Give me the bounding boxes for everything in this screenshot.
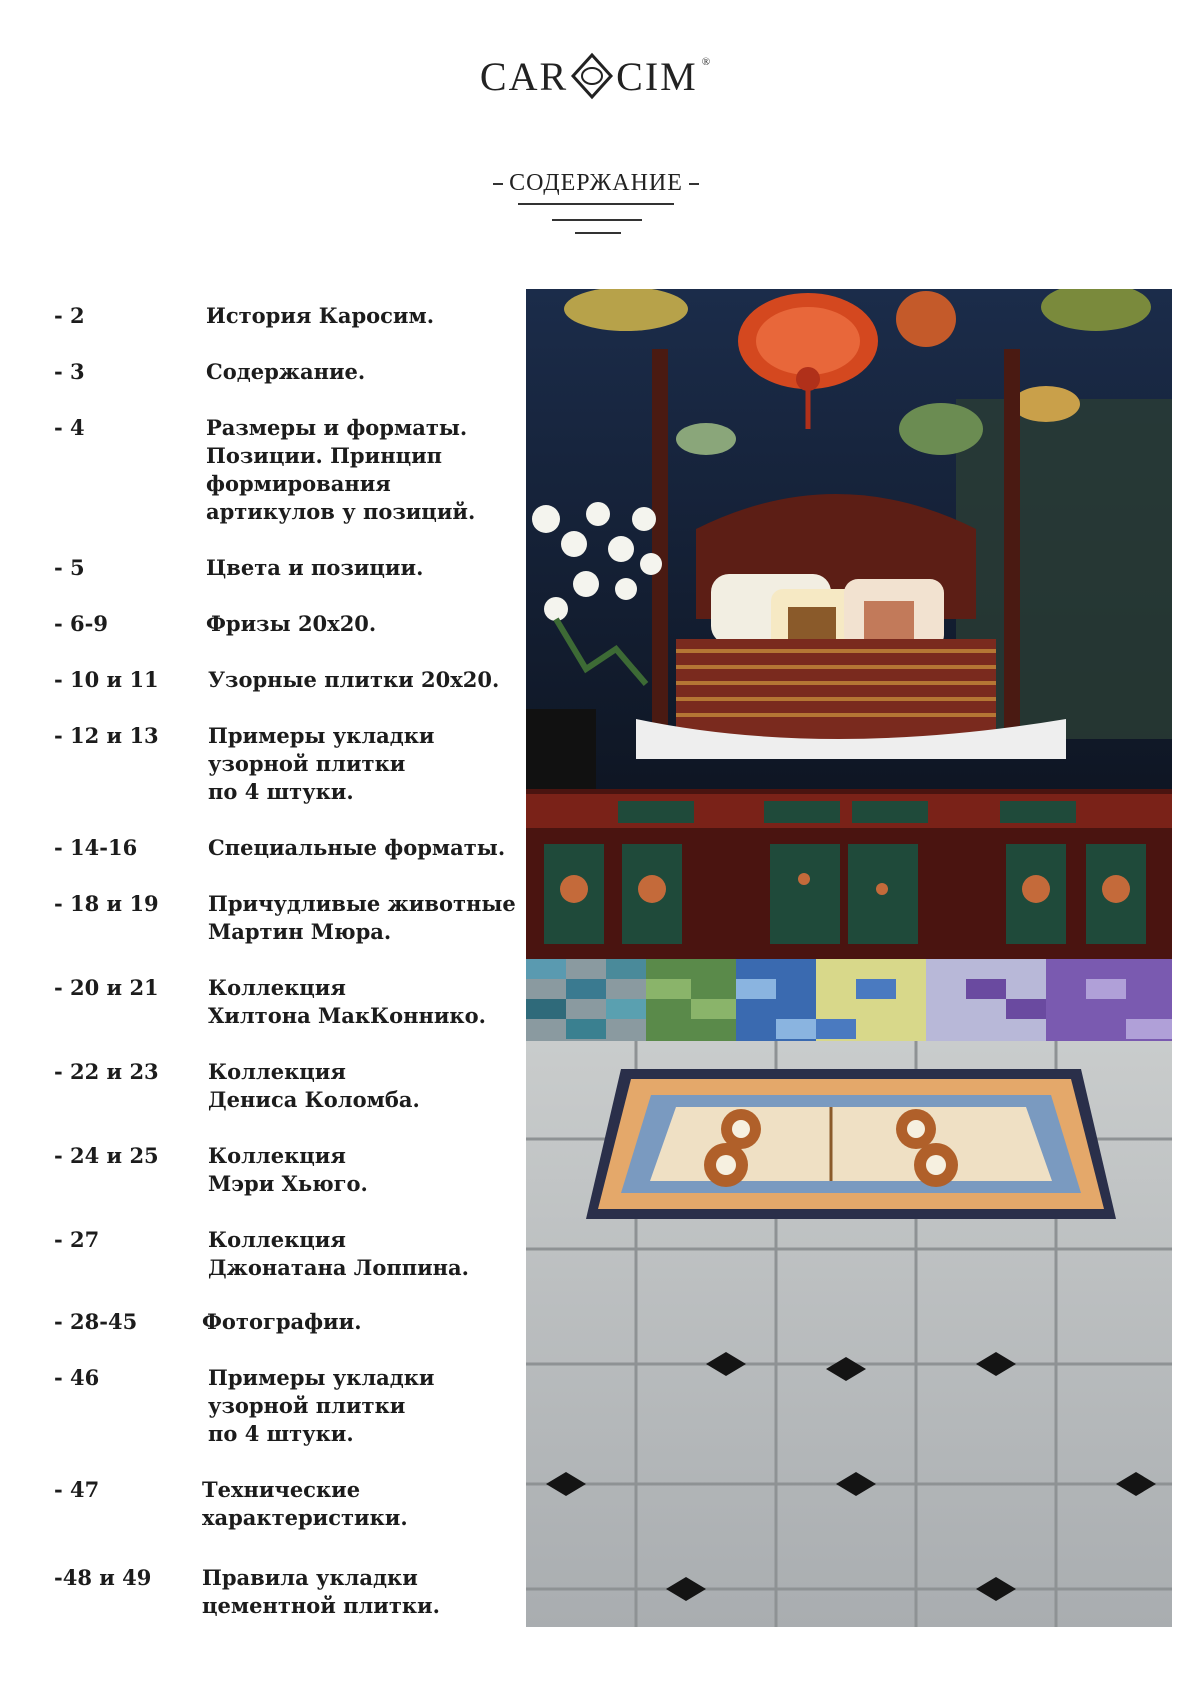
toc-page-number: - 10 и 11: [54, 667, 159, 692]
logo-diamond-icon: [570, 52, 614, 100]
toc-title: Коллекция Дениса Коломба.: [208, 1059, 420, 1112]
toc-page-number: - 22 и 23: [54, 1059, 159, 1084]
toc-title: Узорные плитки 20x20.: [208, 667, 500, 692]
toc-page-number: -48 и 49: [54, 1565, 152, 1590]
toc-page-number: - 47: [54, 1477, 100, 1502]
toc-title: Размеры и форматы. Позиции. Принцип формирования артикулов у позиций.: [206, 415, 476, 524]
toc-title: Коллекция Мэри Хьюго.: [208, 1143, 368, 1196]
title-underline-mid: [552, 219, 642, 221]
toc-page-number: - 12 и 13: [54, 723, 159, 748]
toc-title: Коллекция Хилтона МакКоннико.: [208, 975, 486, 1028]
toc-page-number: - 46: [54, 1365, 100, 1390]
interior-photo-illustration: [526, 289, 1172, 1627]
toc-page-number: - 27: [54, 1227, 100, 1252]
toc-title: Правила укладки цементной плитки.: [202, 1565, 440, 1618]
toc-page-number: - 24 и 25: [54, 1143, 159, 1168]
toc-title: Технические характеристики.: [202, 1477, 408, 1530]
interior-photo: [526, 289, 1172, 1627]
toc-page-number: - 2: [54, 303, 85, 328]
toc-page-number: - 14-16: [54, 835, 138, 860]
toc-page-number: - 3: [54, 359, 85, 384]
toc-title: Фризы 20x20.: [206, 611, 377, 636]
toc-page-number: - 20 и 21: [54, 975, 159, 1000]
title-underline-long: [518, 203, 674, 205]
page-title-text: СОДЕРЖАНИЕ: [509, 170, 683, 196]
toc-title: Примеры укладки узорной плитки по 4 штуки.: [208, 723, 435, 804]
brand-left: CAR: [479, 53, 569, 99]
toc-title: История Каросим.: [206, 303, 435, 328]
toc-title: Цвета и позиции.: [206, 555, 424, 580]
title-underline-short: [575, 232, 621, 234]
toc-page-number: - 4: [54, 415, 85, 440]
toc-page-number: - 28-45: [54, 1309, 138, 1334]
toc-title: Причудливые животные Мартин Мюра.: [208, 891, 516, 944]
toc-page-number: - 18 и 19: [54, 891, 159, 916]
toc-page-number: - 6-9: [54, 611, 108, 636]
brand-right: CIM: [616, 53, 698, 99]
toc-title: Фотографии.: [202, 1309, 362, 1334]
toc-title: Примеры укладки узорной плитки по 4 штуки.: [208, 1365, 435, 1446]
patterned-tile-rug: [586, 1069, 1116, 1219]
toc-title: Коллекция Джонатана Лоппина.: [208, 1227, 469, 1280]
table-of-contents: [0, 0, 520, 1684]
toc-title: Содержание.: [206, 359, 366, 384]
toc-page-number: - 5: [54, 555, 85, 580]
toc-title: Специальные форматы.: [208, 835, 506, 860]
registered-mark: ®: [701, 56, 713, 68]
